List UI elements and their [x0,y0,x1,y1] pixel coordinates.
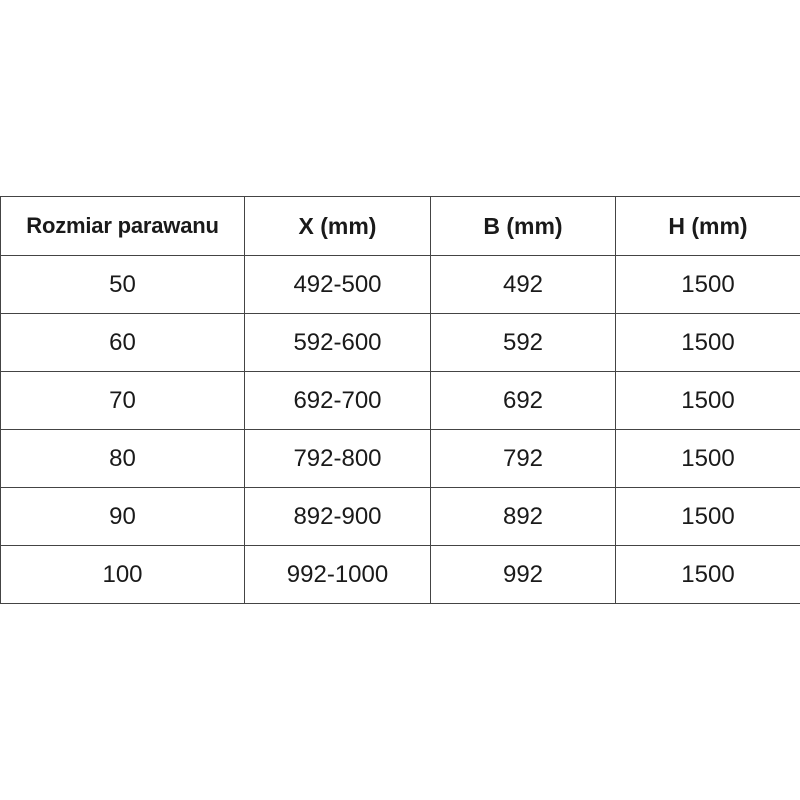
cell-b: 892 [431,488,616,546]
cell-x: 892-900 [245,488,431,546]
cell-size: 60 [1,314,245,372]
table-row [1,256,800,314]
cell-h: 1500 [616,488,800,546]
table-row [1,546,800,604]
cell-h: 1500 [616,256,800,314]
header-b: B (mm) [431,197,616,256]
table-row [1,372,800,430]
cell-x: 592-600 [245,314,431,372]
cell-h: 1500 [616,546,800,604]
cell-size: 70 [1,372,245,430]
table-row [1,488,800,546]
cell-size: 80 [1,430,245,488]
table-body [1,256,800,604]
cell-h: 1500 [616,430,800,488]
table-header [1,197,800,256]
cell-x: 992-1000 [245,546,431,604]
cell-x: 792-800 [245,430,431,488]
cell-x: 492-500 [245,256,431,314]
size-table [0,196,800,604]
header-screen-size: Rozmiar parawanu [1,197,245,256]
cell-b: 592 [431,314,616,372]
cell-size: 100 [1,546,245,604]
cell-b: 992 [431,546,616,604]
table-row [1,314,800,372]
cell-h: 1500 [616,314,800,372]
cell-b: 792 [431,430,616,488]
cell-x: 692-700 [245,372,431,430]
table-row [1,430,800,488]
cell-size: 90 [1,488,245,546]
cell-b: 692 [431,372,616,430]
cell-h: 1500 [616,372,800,430]
cell-b: 492 [431,256,616,314]
cell-size: 50 [1,256,245,314]
header-h: H (mm) [616,197,800,256]
header-x: X (mm) [245,197,431,256]
header-row [1,197,800,256]
